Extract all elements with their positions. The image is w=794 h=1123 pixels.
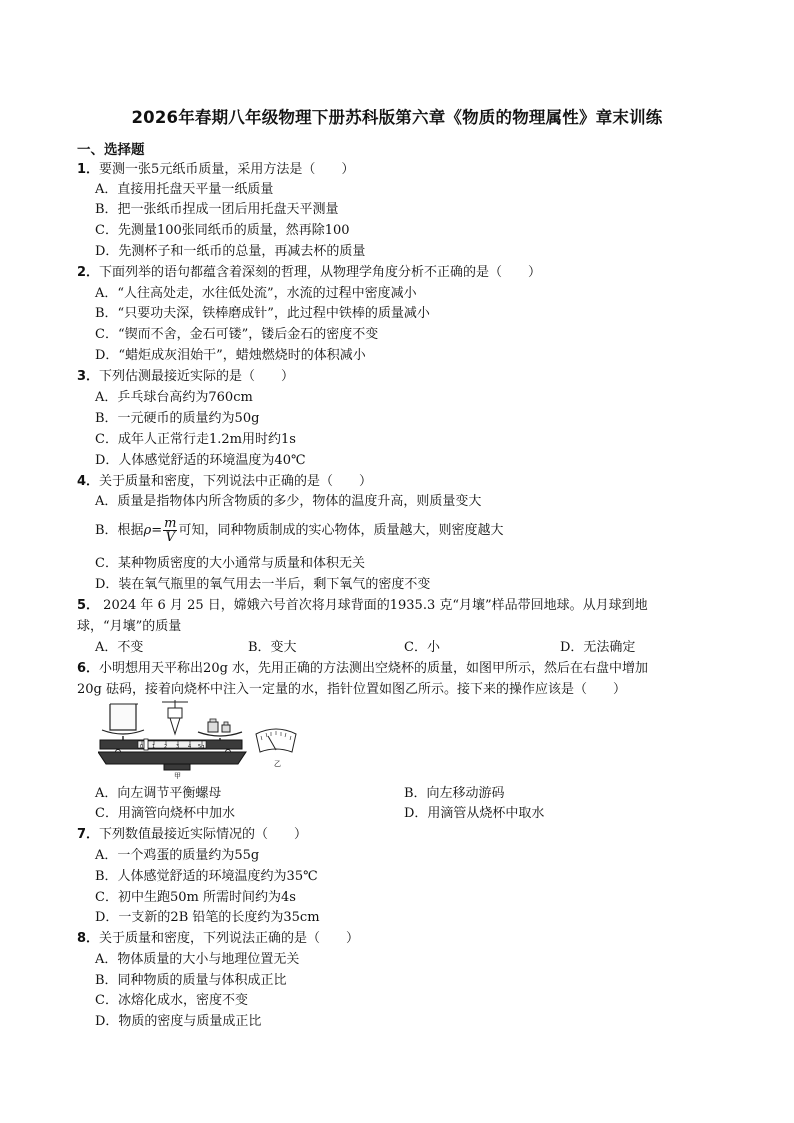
option-b: B．人体感觉舒适的环境温度约为35℃ — [95, 869, 318, 884]
option-d: D．一支新的2B 铅笔的长度约为35cm — [95, 910, 320, 925]
scale-label: 0 — [140, 744, 144, 750]
option-d: D．先测杯子和一纸币的总量，再减去杯的质量 — [95, 244, 366, 259]
question-number: 4． — [77, 474, 100, 489]
question-stem: 关于质量和密度，下列说法中正确的是（ ） — [99, 474, 373, 489]
option-b: B．把一张纸币捏成一团后用托盘天平测量 — [95, 202, 339, 217]
question-number: 3． — [77, 369, 100, 384]
figure-label-jia: 甲 — [174, 772, 181, 780]
question-stem: 关于质量和密度，下列说法正确的是（ ） — [99, 931, 360, 946]
option-b: B．一元硬币的质量约为50g — [95, 411, 260, 426]
page-title: 2026年春期八年级物理下册苏科版第六章《物质的物理属性》章末训练 — [131, 108, 663, 127]
option-b: B．“只要功夫深，铁棒磨成针”，此过程中铁棒的质量减小 — [95, 306, 430, 321]
beaker-icon — [110, 704, 138, 730]
question-number: 5． — [77, 598, 100, 613]
option-b-text: 可知，同种物质制成的实心物体，质量越大，则密度越大 — [178, 523, 504, 538]
option-c: C．某种物质密度的大小通常与质量和体积无关 — [95, 556, 365, 571]
option-d: D．物质的密度与质量成正比 — [95, 1014, 262, 1029]
weights-icon — [208, 719, 230, 732]
option-d: D．装在氧气瓶里的氧气用去一半后，剩下氧气的密度不变 — [95, 577, 431, 592]
question-7 — [77, 827, 307, 843]
option-d: D．用滴管从烧杯中取水 — [404, 806, 545, 821]
option-b: B．向左移动游码 — [404, 786, 505, 801]
scale-label: 3 — [176, 744, 180, 750]
question-2 — [77, 265, 541, 281]
question-stem-cont: 20g 砝码，接着向烧杯中注入一定量的水，指针位置如图乙所示。接下来的操作应该是（ ） — [77, 682, 626, 697]
question-stem: 小明想用天平称出20g 水，先用正确的方法测出空烧杯的质量，如图甲所示，然后在右盘中增加 — [99, 661, 649, 676]
equals-sign: = — [151, 523, 163, 538]
option-a: A．不变 — [95, 640, 144, 655]
question-number: 1． — [77, 162, 100, 177]
option-a: A．一个鸡蛋的质量约为55g — [95, 848, 260, 863]
question-4 — [77, 474, 372, 490]
question-stem: 下列数值最接近实际情况的（ ） — [99, 827, 308, 842]
question-stem: 下列估测最接近实际的是（ ） — [99, 369, 295, 384]
option-c: C．先测量100张同纸币的质量，然再除100 — [95, 223, 350, 238]
question-8 — [77, 931, 359, 947]
question-number: 2． — [77, 265, 100, 280]
question-1 — [77, 162, 354, 178]
balance-figure — [98, 700, 338, 780]
question-number: 8． — [77, 931, 100, 946]
question-3 — [77, 369, 294, 385]
option-d: D．“蜡炬成灰泪始干”，蜡烛燃烧时的体积减小 — [95, 348, 366, 363]
option-a: A．直接用托盘天平量一纸质量 — [95, 182, 274, 197]
option-b-prefix: B．根据 — [95, 523, 144, 538]
density-formula-fraction — [163, 517, 177, 544]
option-c: C．冰熔化成水，密度不变 — [95, 993, 248, 1008]
section-heading: 一、选择题 — [77, 142, 145, 158]
question-5 — [77, 598, 648, 614]
question-number: 6． — [77, 661, 100, 676]
figure-label-yi: 乙 — [274, 760, 281, 768]
option-b: B．变大 — [248, 640, 297, 655]
pointer-dial-icon — [256, 729, 296, 752]
question-stem-cont: 球，“月壤”的质量 — [77, 619, 182, 634]
option-d: D．人体感觉舒适的环境温度为40℃ — [95, 453, 306, 468]
rider-icon — [144, 739, 148, 750]
option-c: C．初中生跑50m 所需时间约为4s — [95, 890, 296, 905]
option-a: A．质量是指物体内所含物质的多少，物体的温度升高，则质量变大 — [95, 494, 482, 509]
option-c: C．用滴管向烧杯中加水 — [95, 806, 235, 821]
option-b — [95, 517, 503, 545]
option-a: A．“人往高处走，水往低处流”，水流的过程中密度减小 — [95, 286, 417, 301]
option-a: A．物体质量的大小与地理位置无关 — [95, 952, 300, 967]
density-symbol: ρ — [143, 523, 152, 538]
question-stem: 要测一张5元纸币质量，采用方法是（ ） — [99, 162, 355, 177]
option-c: C．“锲而不舍，金石可镂”，镂后金石的密度不变 — [95, 327, 379, 342]
scale-label: 1 — [152, 744, 156, 750]
scale-label: 2 — [164, 744, 168, 750]
formula-numerator: m — [164, 516, 177, 531]
option-b: B．同种物质的质量与体积成正比 — [95, 973, 287, 988]
scale-label: 5g — [198, 744, 205, 750]
option-d: D．无法确定 — [560, 640, 636, 655]
question-6 — [77, 661, 648, 677]
option-c: C．成年人正常行走1.2m用时约1s — [95, 432, 296, 447]
formula-denominator: V — [165, 530, 175, 545]
question-stem: 2024 年 6 月 25 日，嫦娥六号首次将月球背面的1935.3 克“月壤”样品带回地球。从月球到地 — [99, 598, 648, 613]
option-a: A．向左调节平衡螺母 — [95, 786, 222, 801]
option-c: C．小 — [404, 640, 440, 655]
option-a: A．乒乓球台高约为760cm — [95, 390, 253, 405]
question-number: 7． — [77, 827, 100, 842]
scale-label: 4 — [188, 744, 192, 750]
question-stem: 下面列举的语句都蕴含着深刻的哲理，从物理学角度分析不正确的是（ ） — [99, 265, 542, 280]
